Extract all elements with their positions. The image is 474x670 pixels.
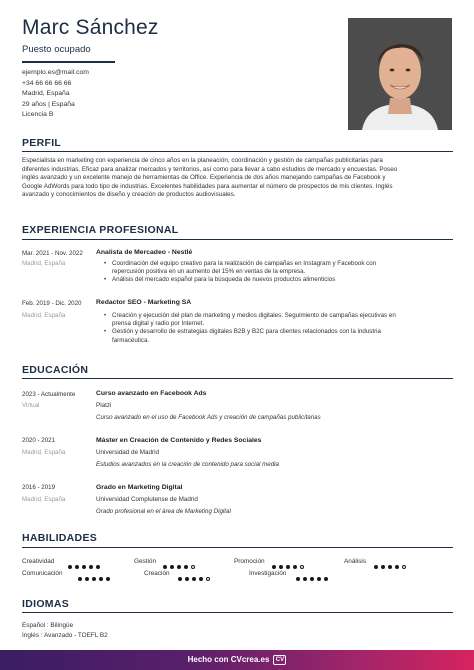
languages-heading: IDIOMAS: [22, 598, 70, 610]
level-dot-filled: [170, 565, 174, 569]
contact-phone: +34 66 66 66 66: [22, 79, 72, 87]
footer-brand[interactable]: [0, 650, 474, 670]
profile-line: inglés avanzado y un excelente manejo de herramientas de Office. Experiencia de dos años manejando campañas de Facebook y: [22, 174, 386, 182]
skill-name: Creación: [144, 570, 170, 577]
skill-level: [296, 570, 331, 576]
edu-place: Madrid, España: [22, 496, 66, 503]
edu-place: Virtual: [22, 402, 40, 409]
candidate-role: Puesto ocupado: [22, 44, 91, 55]
candidate-name: Marc Sánchez: [22, 16, 159, 39]
job-bullet: • Coordinación del equipo creativo para la realización de campañas en Instagram y Facebook con repercusión positiva en un aumento del 15% en ventas de la empresa.: [104, 260, 434, 276]
level-dot-empty: [191, 565, 195, 569]
level-dot-filled: [96, 565, 100, 569]
experience-divider: [22, 239, 453, 240]
skill-name: Gestión: [134, 558, 157, 565]
skill-level: [374, 558, 409, 564]
job-bullets: [104, 312, 434, 345]
job-date: Feb. 2019 - Dic. 2020: [22, 300, 82, 307]
profile-text: [22, 157, 452, 200]
level-dot-filled: [106, 577, 110, 581]
edu-place: Madrid, España: [22, 449, 66, 456]
profile-line: diferentes industrias. Eficaz para analizar mercados y territorios, así como para llevar a cabo estudios de mercado y encuestas. Poseo: [22, 165, 398, 173]
edu-desc: Curso avanzado en el uso de Facebook Ads y creación de campañas publicitarias: [96, 414, 321, 421]
edu-title: Curso avanzado en Facebook Ads: [96, 390, 207, 397]
edu-date: 2023 - Actualmente: [22, 391, 76, 398]
portrait-photo: [348, 18, 452, 130]
level-dot-filled: [286, 565, 290, 569]
level-dot-filled: [303, 577, 307, 581]
edu-title: Grado en Marketing Digital: [96, 484, 183, 491]
edu-date: 2016 - 2019: [22, 484, 56, 491]
job-title: Analista de Mercadeo - Nestlé: [96, 249, 193, 256]
skill-level: [78, 570, 113, 576]
education-heading: EDUCACIÓN: [22, 364, 89, 376]
skill-name: Investigación: [249, 570, 287, 577]
profile-line: Google AdWords para todo tipo de industrias. Excelentes habilidades para aumentar el número de prospectos de mis clientes. Inglés: [22, 182, 393, 190]
contact-block: [22, 68, 89, 121]
level-dot-filled: [99, 577, 103, 581]
level-dot-filled: [92, 577, 96, 581]
contact-location: Madrid, España: [22, 90, 70, 98]
job-bullet: • Gestión y desarrollo de estrategias digitales B2B y B2C para clientes relacionados con la industria farmacéutica.: [104, 328, 434, 344]
level-dot-filled: [177, 565, 181, 569]
skill-level: [163, 558, 198, 564]
level-dot-filled: [395, 565, 399, 569]
skill-name: Creatividad: [22, 558, 55, 565]
level-dot-filled: [324, 577, 328, 581]
skill-name: Promoción: [234, 558, 265, 565]
cv-logo-icon: CV: [273, 655, 286, 665]
job-place: Madrid, España: [22, 312, 66, 319]
level-dot-filled: [185, 577, 189, 581]
level-dot-filled: [89, 565, 93, 569]
footer-text: Hecho con CVcrea.es: [187, 655, 270, 664]
skill-level: [178, 570, 213, 576]
level-dot-filled: [184, 565, 188, 569]
level-dot-filled: [279, 565, 283, 569]
skill-level: [68, 558, 103, 564]
level-dot-filled: [381, 565, 385, 569]
skill-name: Análisis: [344, 558, 367, 565]
level-dot-filled: [199, 577, 203, 581]
level-dot-filled: [78, 577, 82, 581]
level-dot-filled: [75, 565, 79, 569]
skill-name: Comunicación: [22, 570, 63, 577]
level-dot-filled: [374, 565, 378, 569]
languages-divider: [22, 612, 453, 613]
job-bullets: [104, 260, 434, 285]
level-dot-empty: [206, 577, 210, 581]
footer-banner[interactable]: [0, 650, 474, 670]
language-item: Español : Bilingüe: [22, 622, 74, 629]
level-dot-filled: [296, 577, 300, 581]
profile-line: avanzado y conocimientos de diseño y creación de productos audiovisuales.: [22, 191, 236, 199]
contact-age: 29 años | España: [22, 100, 75, 108]
language-item: Inglés : Avanzado - TOEFL B2: [22, 632, 108, 639]
experience-heading: EXPERIENCIA PROFESIONAL: [22, 224, 179, 236]
level-dot-empty: [300, 565, 304, 569]
education-divider: [22, 378, 453, 379]
level-dot-filled: [68, 565, 72, 569]
contact-email: ejemplo.es@mail.com: [22, 69, 89, 76]
job-title: Redactor SEO - Marketing SA: [96, 299, 192, 306]
skills-heading: HABILIDADES: [22, 532, 98, 544]
edu-desc: Grado profesional en el área de Marketing Digital: [96, 508, 231, 515]
edu-date: 2020 - 2021: [22, 437, 56, 444]
job-date: Mar. 2021 - Nov. 2022: [22, 250, 83, 257]
level-dot-empty: [402, 565, 406, 569]
edu-school: Universidad de Madrid: [96, 449, 159, 456]
profile-heading: PERFIL: [22, 137, 62, 149]
level-dot-filled: [82, 565, 86, 569]
level-dot-filled: [192, 577, 196, 581]
level-dot-filled: [293, 565, 297, 569]
level-dot-filled: [317, 577, 321, 581]
job-place: Madrid, España: [22, 260, 66, 267]
level-dot-filled: [272, 565, 276, 569]
level-dot-filled: [85, 577, 89, 581]
contact-license: Licencia B: [22, 111, 54, 119]
skill-level: [272, 558, 307, 564]
level-dot-filled: [310, 577, 314, 581]
role-underline: [22, 61, 115, 63]
level-dot-filled: [163, 565, 167, 569]
edu-school: Platzi: [96, 402, 112, 409]
level-dot-filled: [388, 565, 392, 569]
skills-divider: [22, 547, 453, 548]
profile-divider: [22, 151, 453, 152]
edu-desc: Estudios avanzados en la creación de contenido para social media: [96, 461, 279, 468]
level-dot-filled: [178, 577, 182, 581]
job-bullet: • Creación y ejecución del plan de marketing y medios digitales. Seguimiento de campañas ejecutivas en prensa digital y radio por Internet.: [104, 312, 434, 328]
edu-school: Universidad Complutense de Madrid: [96, 496, 198, 503]
job-bullet: • Análisis del mercado español para la búsqueda de nuevos productos alimenticios: [104, 276, 434, 284]
profile-line: Especialista en marketing con experiencia de cinco años en la planeación, coordinación y gestión de campañas publicitarias para: [22, 157, 383, 164]
edu-title: Máster en Creación de Contenido y Redes Sociales: [96, 437, 262, 444]
